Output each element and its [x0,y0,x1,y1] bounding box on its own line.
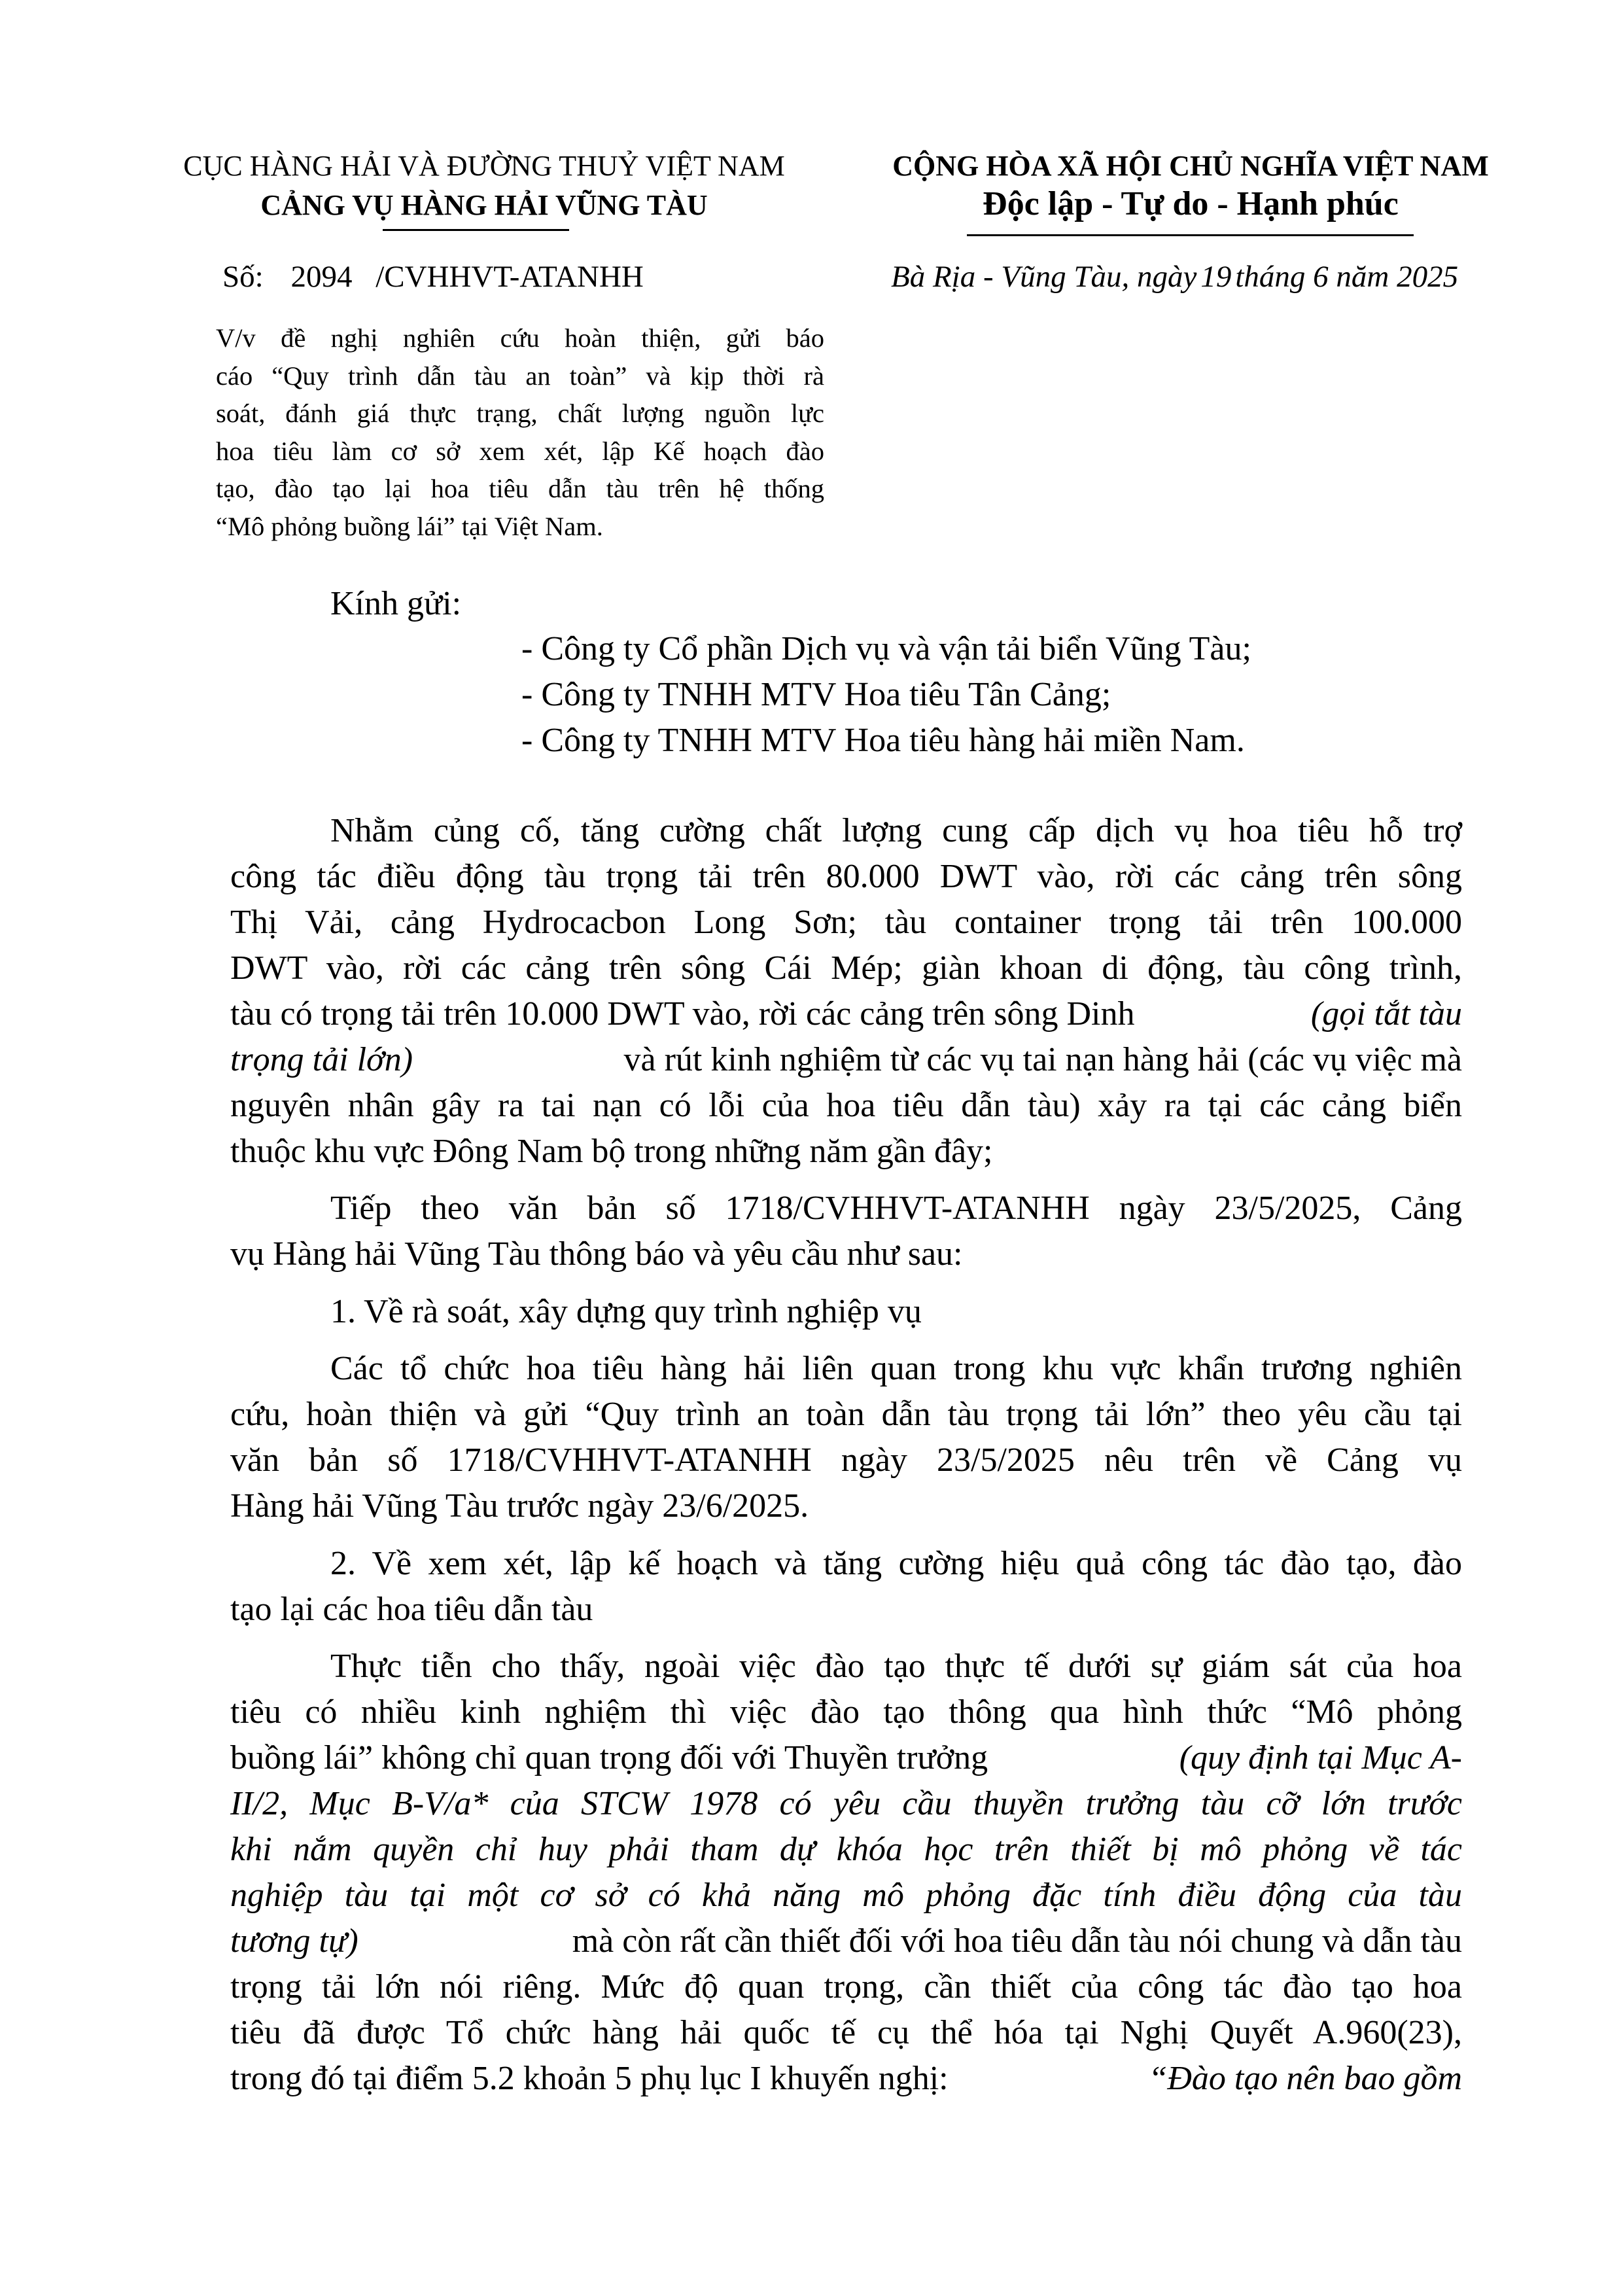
section-2-title: 2. Về xem xét, lập kế hoạch và tăng cường hiệu quả công tác đào tạo, đào [330,1545,1462,1582]
recipient-item: - Công ty Cổ phần Dịch vụ và vận tải biển Vũng Tàu; [521,630,1251,667]
date-line [891,259,1458,294]
paragraph-italic-text: (gọi tắt tàu [1310,995,1462,1033]
paragraph-italic-text: trọng tải lớn) [230,1041,413,1078]
paragraph-line: khi nắm quyền chỉ huy phải tham dự khóa học trên thiết bị mô phỏng về tác [230,1831,1462,1868]
agency-parent-name: CỤC HÀNG HẢI VÀ ĐƯỜNG THUỶ VIỆT NAM [183,150,785,182]
paragraph-line: Các tổ chức hoa tiêu hàng hải liên quan trong khu vực khẩn trương nghiên [330,1350,1462,1387]
motto: Độc lập - Tự do - Hạnh phúc [983,185,1399,222]
doc-number-code: /CVHHVT-ATANHH [375,260,644,294]
greeting: Kính gửi: [330,585,462,622]
doc-number-prefix: Số: [222,260,264,294]
doc-number-value: 2094 [290,260,353,294]
paragraph-line: trọng tải lớn nói riêng. Mức độ quan trọng, cần thiết của công tác đào tạo hoa [230,1968,1462,2005]
paragraph-line [230,1739,1462,1777]
paragraph-text: trong đó tại điểm 5.2 khoản 5 phụ lục I khuyến nghị: [230,2060,949,2097]
paragraph-line: DWT vào, rời các cảng trên sông Cái Mép; giàn khoan di động, tàu công trình, [230,949,1462,987]
paragraph-text: và rút kinh nghiệm từ các vụ tai nạn hàng hải (các vụ việc mà [623,1041,1462,1078]
paragraph-line: Hàng hải Vũng Tàu trước ngày 23/6/2025. [230,1487,809,1525]
motto-underline [967,234,1414,236]
agency-underline [383,229,569,231]
section-1-title: 1. Về rà soát, xây dựng quy trình nghiệp vụ [330,1293,922,1330]
paragraph-line: Tiếp theo văn bản số 1718/CVHHVT-ATANHH ngày 23/5/2025, Cảng [330,1190,1462,1227]
paragraph-line: công tác điều động tàu trọng tải trên 80.000 DWT vào, rời các cảng trên sông [230,858,1462,895]
paragraph-line [230,2059,1462,2098]
subject-block [216,319,824,546]
paragraph-line: Thực tiễn cho thấy, ngoài việc đào tạo thực tế dưới sự giám sát của hoa [330,1648,1462,1685]
agency-name: CẢNG VỤ HÀNG HẢI VŨNG TÀU [260,189,708,221]
date-month-year: tháng 6 năm 2025 [1235,260,1459,294]
paragraph-line: tiêu có nhiều kinh nghiệm thì việc đào tạo thông qua hình thức “Mô phỏng [230,1693,1462,1731]
paragraph-line: văn bản số 1718/CVHHVT-ATANHH ngày 23/5/2025 nêu trên về Cảng vụ [230,1441,1462,1479]
paragraph-text: buồng lái” không chỉ quan trọng đối với Thuyền trưởng [230,1739,988,1776]
paragraph-line: nghiệp tàu tại một cơ sở có khả năng mô phỏng đặc tính điều động của tàu [230,1877,1462,1914]
paragraph-line: Nhằm củng cố, tăng cường chất lượng cung cấp dịch vụ hoa tiêu hỗ trợ [330,812,1462,849]
section-2-title-cont: tạo lại các hoa tiêu dẫn tàu [230,1591,593,1628]
recipient-item: - Công ty TNHH MTV Hoa tiêu Tân Cảng; [521,676,1111,713]
paragraph-text: tàu có trọng tải trên 10.000 DWT vào, rời các cảng trên sông Dinh [230,995,1135,1033]
subject-line: “Mô phỏng buồng lái” tại Việt Nam. [216,511,603,541]
subject-line: hoa tiêu làm cơ sở xem xét, lập Kế hoạch đào [216,436,824,466]
date-place: Bà Rịa - Vũng Tàu, ngày [891,260,1197,294]
paragraph-line: Thị Vải, cảng Hydrocacbon Long Sơn; tàu container trọng tải trên 100.000 [230,904,1462,941]
paragraph-line: thuộc khu vực Đông Nam bộ trong những năm gần đây; [230,1133,993,1170]
recipient-item: - Công ty TNHH MTV Hoa tiêu hàng hải miền Nam. [521,722,1245,759]
subject-line: V/v đề nghị nghiên cứu hoàn thiện, gửi báo [216,323,824,353]
paragraph-text: mà còn rất cần thiết đối với hoa tiêu dẫn tàu nói chung và dẫn tàu [572,1922,1462,1960]
paragraph-italic-text: “Đào tạo nên bao gồm [1148,2060,1462,2097]
paragraph-italic-text: tương tự) [230,1922,358,1960]
paragraph-line [230,1040,1462,1079]
paragraph-line: tiêu đã được Tổ chức hàng hải quốc tế cụ thể hóa tại Nghị Quyết A.960(23), [230,2014,1462,2051]
paragraph-line: vụ Hàng hải Vũng Tàu thông báo và yêu cầu như sau: [230,1235,963,1273]
country-title: CỘNG HÒA XÃ HỘI CHỦ NGHĨA VIỆT NAM [892,150,1489,182]
subject-line: soát, đánh giá thực trạng, chất lượng nguồn lực [216,398,824,429]
paragraph-line: nguyên nhân gây ra tai nạn có lỗi của hoa tiêu dẫn tàu) xảy ra tại các cảng biển [230,1087,1462,1124]
subject-line: cáo “Quy trình dẫn tàu an toàn” và kịp thời rà [216,361,824,391]
paragraph-line [230,995,1462,1033]
doc-number-line [222,259,644,294]
paragraph-italic-text: (quy định tại Mục A- [1179,1739,1462,1776]
paragraph-line [230,1922,1462,1960]
paragraph-line: cứu, hoàn thiện và gửi “Quy trình an toàn dẫn tàu trọng tải lớn” theo yêu cầu tại [230,1396,1462,1433]
date-day: 19 [1200,260,1232,294]
subject-line: tạo, đào tạo lại hoa tiêu dẫn tàu trên hệ thống [216,474,824,504]
paragraph-line: II/2, Mục B-V/a* của STCW 1978 có yêu cầu thuyền trưởng tàu cỡ lớn trước [230,1785,1462,1822]
